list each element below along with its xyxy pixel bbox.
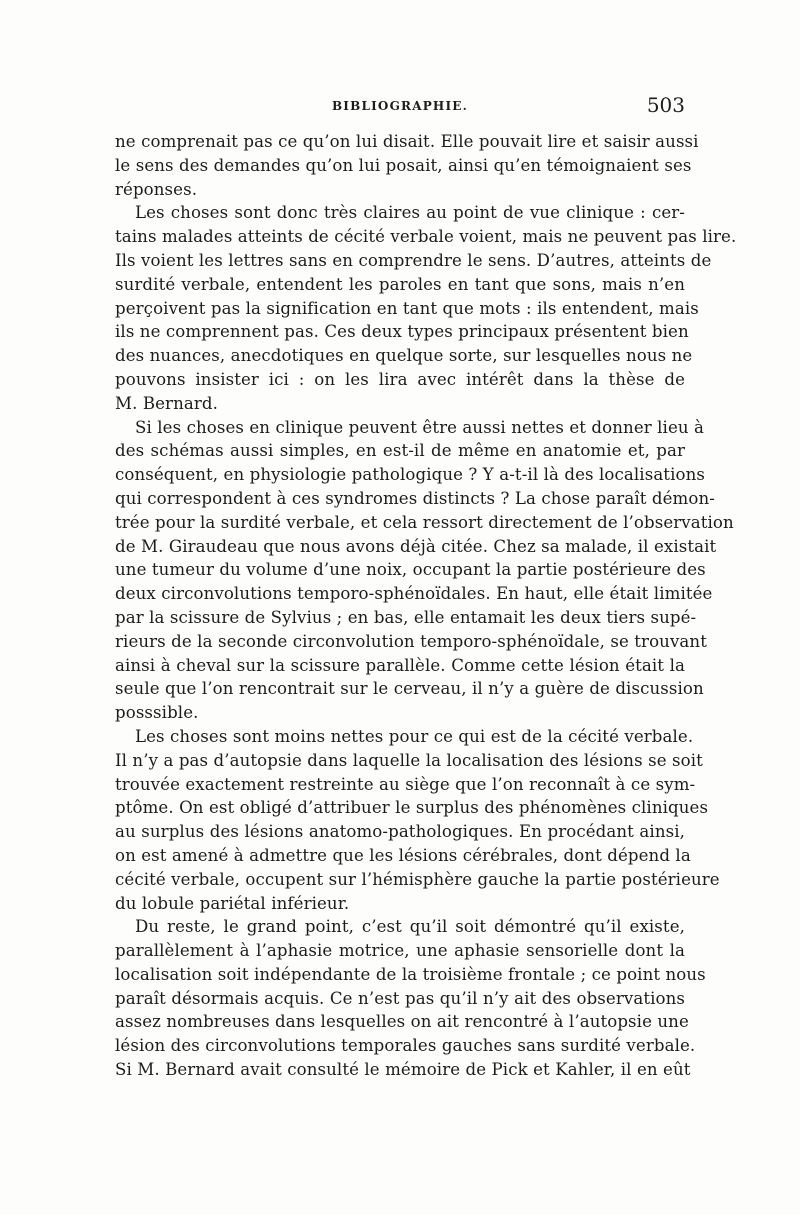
text-line: Si M. Bernard avait consulté le mémoire de Pick et Kahler, il en eût [115, 1060, 691, 1080]
text-line: parallèlement à l’aphasie motrice, une aphasie sensorielle dont la [115, 941, 685, 961]
text-line: perçoivent pas la signification en tant que mots : ils entendent, mais [115, 298, 699, 318]
text-line: cécité verbale, occupent sur l’hémisphère gauche la partie postérieure [115, 869, 720, 889]
text-line: trouvée exactement restreinte au siège que l’on reconnaît à ce sym- [115, 774, 696, 794]
text-line: au surplus des lésions anatomo-pathologiques. En procédant ainsi, [115, 822, 685, 842]
text-line: des schémas aussi simples, en est-il de même en anatomie et, par [115, 441, 685, 461]
text-line: qui correspondent à ces syndromes distincts ? La chose paraît démon- [115, 488, 715, 508]
text-line: tains malades atteints de cécité verbale voient, mais ne peuvent pas lire. [115, 227, 737, 247]
text-line: seule que l’on rencontrait sur le cerveau, il n’y a guère de discussion [115, 679, 704, 699]
text-line: Si les choses en clinique peuvent être aussi nettes et donner lieu à [135, 417, 705, 437]
text-line: ainsi à cheval sur la scissure parallèle. Comme cette lésion était la [115, 655, 685, 675]
running-title: BIBLIOGRAPHIE. [331, 99, 469, 113]
running-head [115, 93, 685, 117]
text-line: réponses. [115, 179, 198, 199]
text-line: de M. Giraudeau que nous avons déjà citée. Chez sa malade, il existait [115, 536, 717, 556]
text-line: Ils voient les lettres sans en comprendre le sens. D’autres, atteints de [115, 250, 712, 270]
text-line: conséquent, en physiologie pathologique ? Y a-t-il là des localisations [115, 465, 705, 485]
page-number: 503 [646, 93, 685, 117]
text-line: Il n’y a pas d’autopsie dans laquelle la localisation des lésions se soit [115, 750, 703, 770]
text-line: une tumeur du volume d’une noix, occupant la partie postérieure des [115, 560, 706, 580]
text-line: ils ne comprennent pas. Ces deux types principaux présentent bien [115, 322, 689, 342]
text-line: M. Bernard. [115, 393, 218, 413]
body-text [115, 130, 737, 1082]
text-line: localisation soit indépendante de la troisième frontale ; ce point nous [115, 964, 706, 984]
text-line: trée pour la surdité verbale, et cela ressort directement de l’observation [115, 512, 734, 532]
text-line: deux circonvolutions temporo-sphénoïdales. En haut, elle était limitée [115, 584, 713, 604]
text-line: Les choses sont donc très claires au point de vue clinique : cer- [135, 203, 685, 223]
text-line: des nuances, anecdotiques en quelque sorte, sur lesquelles nous ne [115, 346, 693, 366]
text-line: Les choses sont moins nettes pour ce qui est de la cécité verbale. [135, 726, 694, 746]
text-line: du lobule pariétal inférieur. [115, 893, 350, 913]
text-line: rieurs de la seconde circonvolution temporo-sphénoïdale, se trouvant [115, 631, 707, 651]
text-line: posssible. [115, 703, 199, 723]
text-line: le sens des demandes qu’on lui posait, ainsi qu’en témoignaient ses [115, 155, 692, 175]
text-line: on est amené à admettre que les lésions cérébrales, dont dépend la [115, 845, 691, 865]
text-line: ptôme. On est obligé d’attribuer le surplus des phénomènes cliniques [115, 798, 709, 818]
text-line: lésion des circonvolutions temporales gauches sans surdité verbale. [115, 1036, 696, 1056]
text-line: pouvons insister ici : on les lira avec intérêt dans la thèse de [115, 369, 685, 389]
text-line: par la scissure de Sylvius ; en bas, elle entamait les deux tiers supé- [115, 607, 697, 627]
text-line: ne comprenait pas ce qu’on lui disait. Elle pouvait lire et saisir aussi [115, 132, 699, 151]
text-line: assez nombreuses dans lesquelles on ait rencontré à l’autopsie une [115, 1012, 689, 1032]
text-line: Du reste, le grand point, c’est qu’il soit démontré qu’il existe, [135, 917, 685, 937]
text-line: surdité verbale, entendent les paroles en tant que sons, mais n’en [115, 274, 685, 294]
text-line: paraît désormais acquis. Ce n’est pas qu’il n’y ait des observations [115, 988, 685, 1008]
